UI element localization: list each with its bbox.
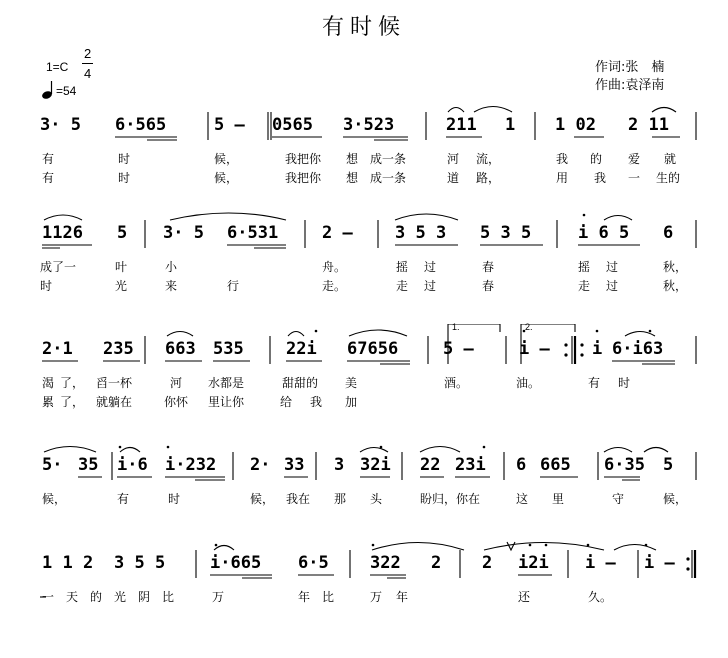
note-group: i xyxy=(592,339,603,359)
lyric: 时 xyxy=(618,376,631,390)
note-group: 2 11 xyxy=(628,115,669,135)
note-group: i – xyxy=(644,553,675,573)
lyric: 用 xyxy=(556,171,569,185)
lyric: 累 xyxy=(42,395,55,409)
lyric: 就躺在 xyxy=(96,395,133,409)
staff-markings xyxy=(0,538,728,648)
lyric: 你在 xyxy=(456,492,481,506)
lyric: 油。 xyxy=(516,376,541,390)
lyric: 我在 xyxy=(286,492,311,506)
lyric: 这 xyxy=(516,492,529,506)
note-group: 1 xyxy=(505,115,516,135)
lyric: 过 xyxy=(606,260,619,274)
lyric: 生的 xyxy=(656,171,681,185)
lyric: 里 xyxy=(552,492,565,506)
lyric: 走 xyxy=(396,279,409,293)
note-group: 3· 5 xyxy=(40,115,81,135)
lyric: 行 xyxy=(227,279,240,293)
time-signature-top: 2 xyxy=(84,46,92,61)
lyric: 舟。 xyxy=(322,260,347,274)
lyric: 万 xyxy=(212,590,225,604)
note-group: 6 xyxy=(663,223,674,243)
lyric: 美 xyxy=(345,376,358,390)
lyric: 的 xyxy=(590,152,603,166)
lyric: 里让你 xyxy=(208,395,245,409)
note-group: 1 1 2 xyxy=(42,553,94,573)
lyric: 路， xyxy=(476,171,501,185)
note-group: 2·1 xyxy=(42,339,73,359)
lyric: 候， xyxy=(250,492,275,506)
note-group: 3· 5 xyxy=(163,223,204,243)
lyric: 水都是 xyxy=(208,376,245,390)
note-group: 211 xyxy=(446,115,477,135)
lyric: 甜甜的 xyxy=(282,376,319,390)
lyric: 候， xyxy=(42,492,67,506)
lyric: 盼归， xyxy=(420,492,457,506)
lyric: 我把你 xyxy=(285,171,322,185)
tempo: =54 xyxy=(56,84,77,98)
note-group: 6 xyxy=(516,455,527,475)
music-system-2 xyxy=(0,208,728,318)
note-group: 665 xyxy=(540,455,571,475)
lyric: 秋， xyxy=(663,260,688,274)
note-group: 35 xyxy=(78,455,99,475)
music-system-1 xyxy=(0,100,728,210)
music-system-4 xyxy=(0,440,728,550)
note-group: 3 5 3 xyxy=(395,223,447,243)
music-system-3 xyxy=(0,324,728,434)
note-group: 535 xyxy=(213,339,244,359)
lyric: 比 xyxy=(162,590,175,604)
composer-credit: 作曲:袁泽南 xyxy=(595,78,665,93)
note-group: 5 – xyxy=(443,339,474,359)
time-signature-line xyxy=(82,63,93,64)
lyric: 时 xyxy=(40,279,53,293)
lyric: 成了一 xyxy=(40,260,77,274)
lyric: 我 xyxy=(594,171,607,185)
note-group: i·6 xyxy=(117,455,148,475)
note-group: 1126 xyxy=(42,223,83,243)
note-group: i·665 xyxy=(210,553,262,573)
volta-2-label: 2. xyxy=(525,322,533,332)
lyric: 爱 xyxy=(628,152,641,166)
note-group: 23i xyxy=(455,455,486,475)
lyric: 道 xyxy=(447,171,460,185)
note-group: 22 xyxy=(420,455,441,475)
lyricist-credit: 作词:张 楠 xyxy=(595,60,665,75)
note-group: 32i xyxy=(360,455,391,475)
lyric: 流， xyxy=(476,152,501,166)
lyric: 年 xyxy=(396,590,409,604)
note-group: 67656 xyxy=(347,339,399,359)
note-group: 2 xyxy=(431,553,442,573)
lyric: 摇 xyxy=(578,260,591,274)
lyric: 还 xyxy=(518,590,531,604)
note-group: i2i xyxy=(518,553,549,573)
lyric: 你怀 xyxy=(164,395,189,409)
lyric: 成一条 xyxy=(370,171,407,185)
note-group: 5 xyxy=(663,455,674,475)
note-group: 2 – xyxy=(322,223,353,243)
lyric: 一 xyxy=(628,171,641,185)
lyric: 就 xyxy=(664,152,677,166)
note-group: 22i xyxy=(286,339,317,359)
note-group: 3 xyxy=(334,455,345,475)
lyric: 走。 xyxy=(322,279,347,293)
lyric: 舀一杯 xyxy=(96,376,133,390)
note-group: 3·523 xyxy=(343,115,395,135)
lyric: 秋， xyxy=(663,279,688,293)
lyric: 比 xyxy=(322,590,335,604)
lyric: 有 xyxy=(588,376,601,390)
lyric: 酒。 xyxy=(444,376,469,390)
lyric: 有 xyxy=(117,492,130,506)
lyric: 年 xyxy=(298,590,311,604)
lyric: 小 xyxy=(165,260,178,274)
lyric: 来 xyxy=(165,279,178,293)
note-group: 5 xyxy=(117,223,128,243)
lyric: 渴 xyxy=(42,376,55,390)
lyric: 光 xyxy=(115,279,128,293)
lyric: 叶 xyxy=(115,260,128,274)
music-system-5 xyxy=(0,538,728,648)
lyric: 走 xyxy=(578,279,591,293)
song-title: 有时候 xyxy=(321,15,406,40)
note-group: 6·5 xyxy=(298,553,329,573)
lyric: 过 xyxy=(606,279,619,293)
note-group: 235 xyxy=(103,339,134,359)
note-group: i·232 xyxy=(165,455,217,475)
lyric: 时 xyxy=(118,171,131,185)
key-signature: 1=C xyxy=(46,60,69,74)
note-group: 0565 xyxy=(272,115,313,135)
note-group: 322 xyxy=(370,553,401,573)
lyric: 头 xyxy=(370,492,383,506)
lyric: 春 xyxy=(482,260,495,274)
lyric: 过 xyxy=(424,260,437,274)
note-group: i 6 5 xyxy=(578,223,630,243)
lyric: 了， xyxy=(60,376,85,390)
lyric: 光 xyxy=(114,590,127,604)
lyric: 加 xyxy=(345,395,358,409)
lyric: 给 xyxy=(280,395,293,409)
lyric: 时 xyxy=(168,492,181,506)
lyric: 久。 xyxy=(588,590,613,604)
note-group: i – xyxy=(519,339,550,359)
lyric: 有 xyxy=(42,171,55,185)
note-group: 6·565 xyxy=(115,115,167,135)
lyric: 我 xyxy=(556,152,569,166)
lyric: 候， xyxy=(663,492,688,506)
lyric: 万 xyxy=(370,590,383,604)
note-group: 33 xyxy=(284,455,305,475)
note-group: 663 xyxy=(165,339,196,359)
lyric: 过 xyxy=(424,279,437,293)
lyric: 成一条 xyxy=(370,152,407,166)
lyric: 候， xyxy=(214,152,239,166)
lyric: 守 xyxy=(612,492,625,506)
lyric: 我把你 xyxy=(285,152,322,166)
note-group: 2· xyxy=(250,455,271,475)
lyric: 春 xyxy=(482,279,495,293)
lyric: 了， xyxy=(60,395,85,409)
lyric: 一 xyxy=(42,590,55,604)
lyric: 有 xyxy=(42,152,55,166)
lyric: 天 xyxy=(66,590,79,604)
lyric: 河 xyxy=(447,152,460,166)
note-group: i – xyxy=(585,553,616,573)
note-group: 2 xyxy=(482,553,493,573)
time-signature-bottom: 4 xyxy=(84,66,92,81)
lyric: 时 xyxy=(118,152,131,166)
lyric: 想 xyxy=(346,152,359,166)
note-group: 6·i63 xyxy=(612,339,664,359)
note-group: 5 – xyxy=(214,115,245,135)
note-group: 5 3 5 xyxy=(480,223,532,243)
note-group: 5· xyxy=(42,455,63,475)
lyric: 的 xyxy=(90,590,103,604)
lyric: 摇 xyxy=(396,260,409,274)
lyric: 那 xyxy=(334,492,347,506)
lyric: 河 xyxy=(170,376,183,390)
note-group: 6·531 xyxy=(227,223,279,243)
note-group: 1 02 xyxy=(555,115,596,135)
volta-1-label: 1. xyxy=(452,322,460,332)
note-group: 6·35 xyxy=(604,455,645,475)
note-group: 3 5 5 xyxy=(114,553,166,573)
lyric: 我 xyxy=(310,395,323,409)
lyric: 候， xyxy=(214,171,239,185)
lyric: 想 xyxy=(346,171,359,185)
lyric: 阴 xyxy=(138,590,151,604)
